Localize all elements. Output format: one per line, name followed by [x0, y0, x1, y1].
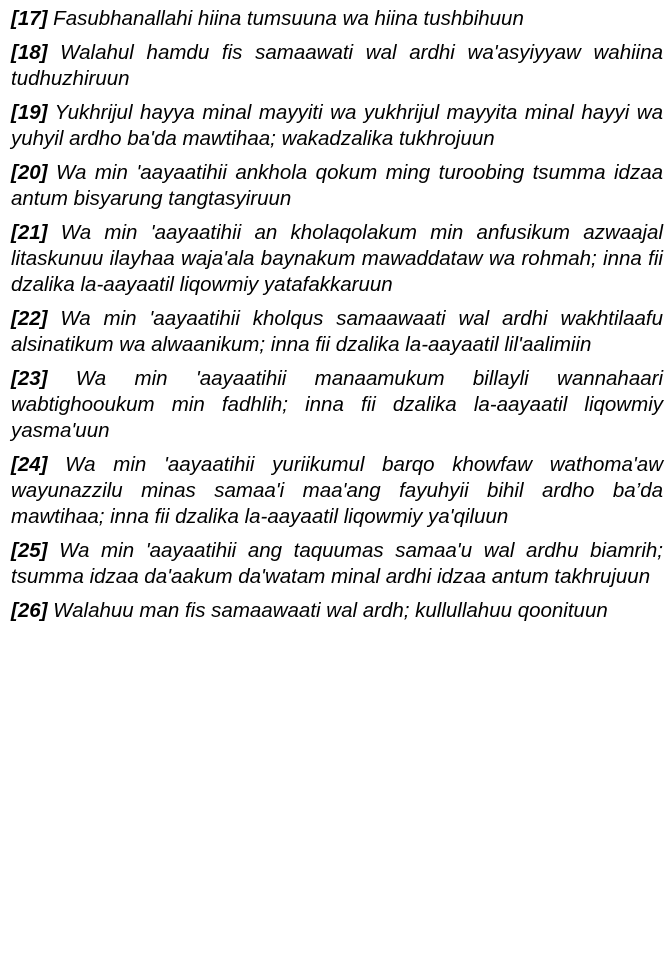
verse-text: Walahul hamdu fis samaawati wal ardhi wa'asyiyyaw wahiina tudhuzhiruun — [11, 41, 664, 90]
verse-item — [11, 452, 663, 530]
verse-item — [11, 6, 663, 32]
verse-item — [11, 40, 663, 92]
verse-number: [18] — [11, 41, 48, 64]
verse-text: Wa min 'aayaatihii manaamukum billayli wannahaari wabtighooukum min fadhlih; inna fii dzalika la-aayaatil liqowmiy yasma'uun — [11, 367, 664, 442]
verse-item — [11, 100, 663, 152]
verse-item — [11, 366, 663, 444]
verse-list — [11, 6, 663, 632]
verse-item — [11, 160, 663, 212]
verse-text: Walahuu man fis samaawaati wal ardh; kullullahuu qoonituun — [53, 599, 608, 622]
verse-number: [19] — [11, 101, 48, 124]
verse-number: [24] — [11, 453, 48, 476]
verse-text: Wa min 'aayaatihii yuriikumul barqo khowfaw wathoma'aw wayunazzilu minas samaa'i maa'ang fayuhyii bihil ardho ba’da mawtihaa; inna fii dzalika la-aayaatil liqowmiy ya'qiluun — [11, 453, 664, 528]
verse-item — [11, 220, 663, 298]
verse-item — [11, 538, 663, 590]
verse-text: Wa min 'aayaatihii kholqus samaawaati wal ardhi wakhtilaafu alsinatikum wa alwaanikum; inna fii dzalika la-aayaatil lil'aalimiin — [11, 307, 664, 356]
verse-item — [11, 598, 663, 624]
verse-number: [25] — [11, 539, 48, 562]
verse-number: [23] — [11, 367, 48, 390]
verse-text: Wa min 'aayaatihii an kholaqolakum min anfusikum azwaajal litaskunuu ilayhaa waja'ala baynakum mawaddataw wa rohmah; inna fii dzalika la-aayaatil liqowmiy yatafakkaruun — [11, 221, 663, 296]
verse-number: [20] — [11, 161, 48, 184]
verse-number: [21] — [11, 221, 48, 244]
verse-number: [26] — [11, 599, 48, 622]
verse-text: Yukhrijul hayya minal mayyiti wa yukhrijul mayyita minal hayyi wa yuhyil ardho ba'da mawtihaa; wakadzalika tukhrojuun — [11, 101, 664, 150]
verse-text: Fasubhanallahi hiina tumsuuna wa hiina tushbihuun — [53, 7, 524, 30]
verse-text: Wa min 'aayaatihii ang taquumas samaa'u wal ardhu biamrih; tsumma idzaa da'aakum da'watam minal ardhi idzaa antum takhrujuun — [11, 539, 663, 588]
verse-item — [11, 306, 663, 358]
verse-text: Wa min 'aayaatihii ankhola qokum ming turoobing tsumma idzaa antum bisyarung tangtasyiruun — [11, 161, 664, 210]
verse-number: [22] — [11, 307, 48, 330]
verse-number: [17] — [11, 7, 48, 30]
